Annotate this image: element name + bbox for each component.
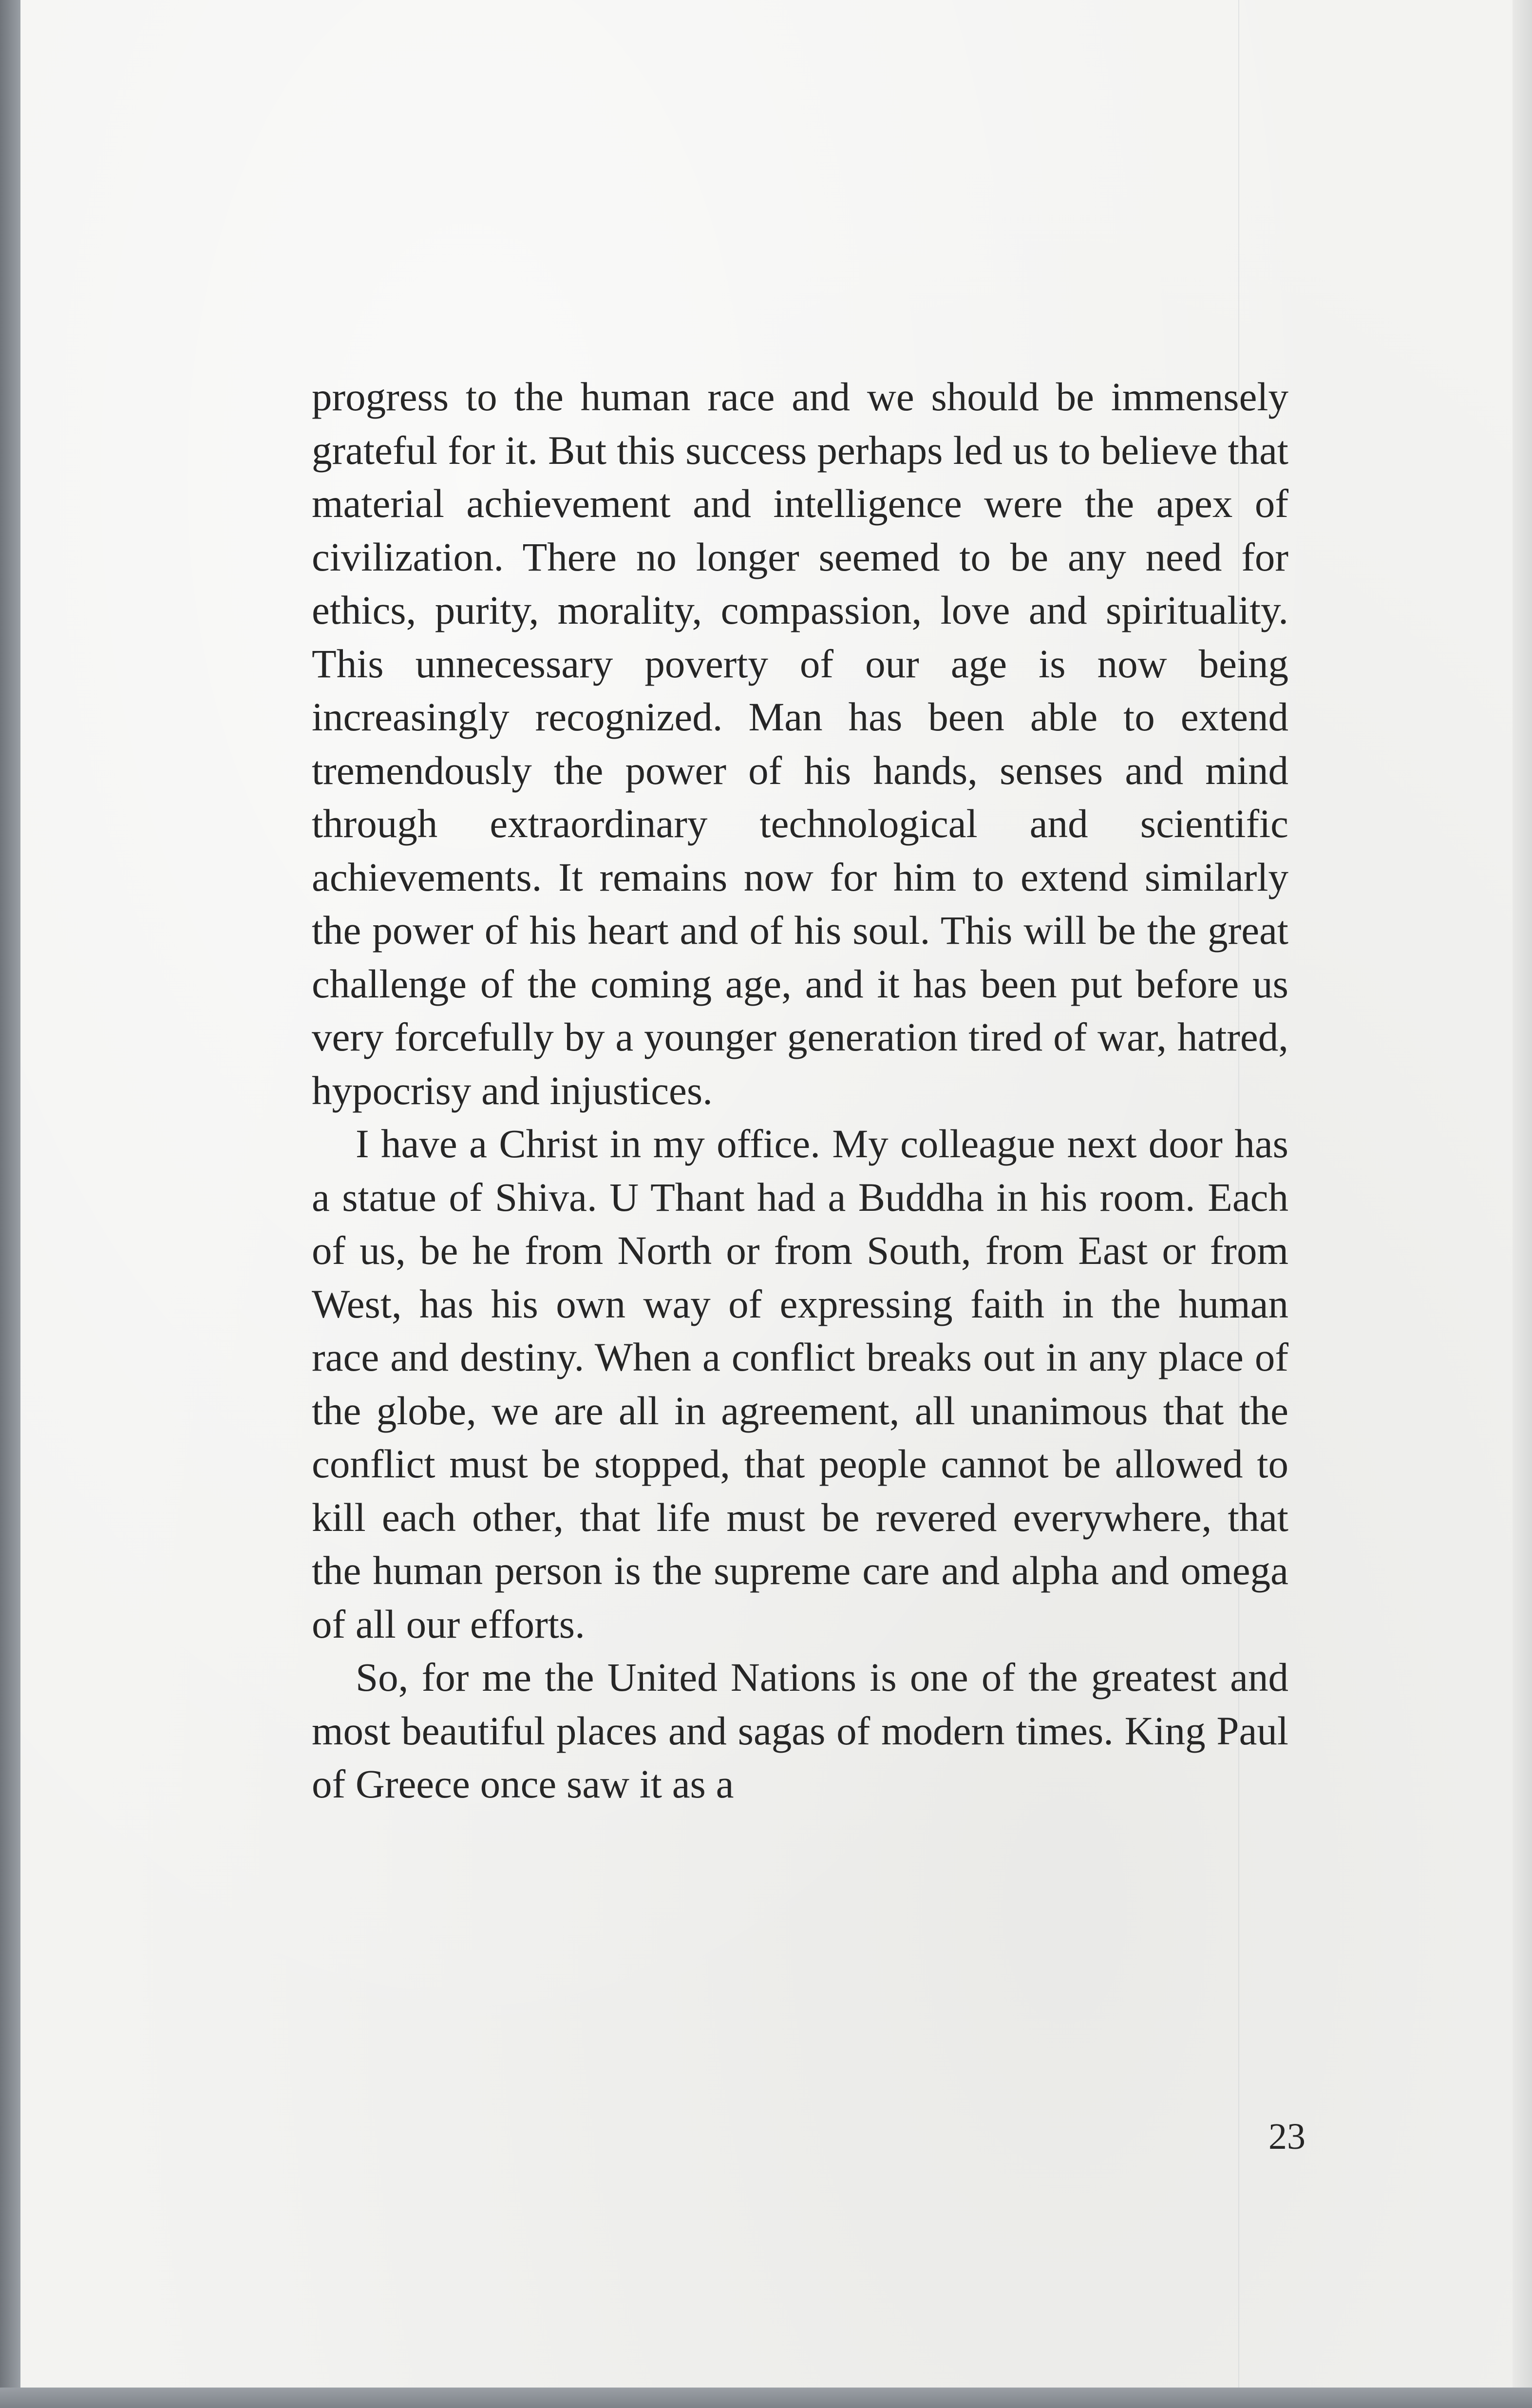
scan-left-edge: [0, 0, 20, 2408]
paragraph-1: progress to the human race and we should be immensely grateful for it. But this success perhaps led us to believe that material achievement and intelligence were the apex of civilization. There no longer seemed to be any need for ethics, purity, morality, compassion, love and spirituality. This unnecessary poverty of our age is now being increasingly recognized. Man has been able to extend tremendously the power of his hands, senses and mind through extraordinary technological and scientific achievements. It remains now for him to extend similarly the power of his heart and of his soul. This will be the great challenge of the coming age, and it has been put before us very forcefully by a younger generation tired of war, hatred, hypocrisy and injustices.: [312, 374, 1288, 1113]
paragraph-3: So, for me the United Nations is one of the greatest and most beautiful places and sagas of modern times. King Paul of Greece once saw it as a: [312, 1655, 1288, 1806]
body-text: [312, 370, 1288, 1811]
scan-right-edge: [1513, 0, 1532, 2408]
page-number: 23: [1268, 2116, 1305, 2157]
scan-bottom-edge: [0, 2388, 1532, 2408]
paragraph-2: I have a Christ in my office. My colleague next door has a statue of Shiva. U Thant had a Buddha in his room. Each of us, be he from North or from South, from East or from West, has his own way of expressing faith in the human race and destiny. When a conflict breaks out in any place of the globe, we are all in agreement, all unanimous that the conflict must be stopped, that people cannot be allowed to kill each other, that life must be revered everywhere, that the human person is the supreme care and alpha and omega of all our efforts.: [312, 1121, 1288, 1646]
